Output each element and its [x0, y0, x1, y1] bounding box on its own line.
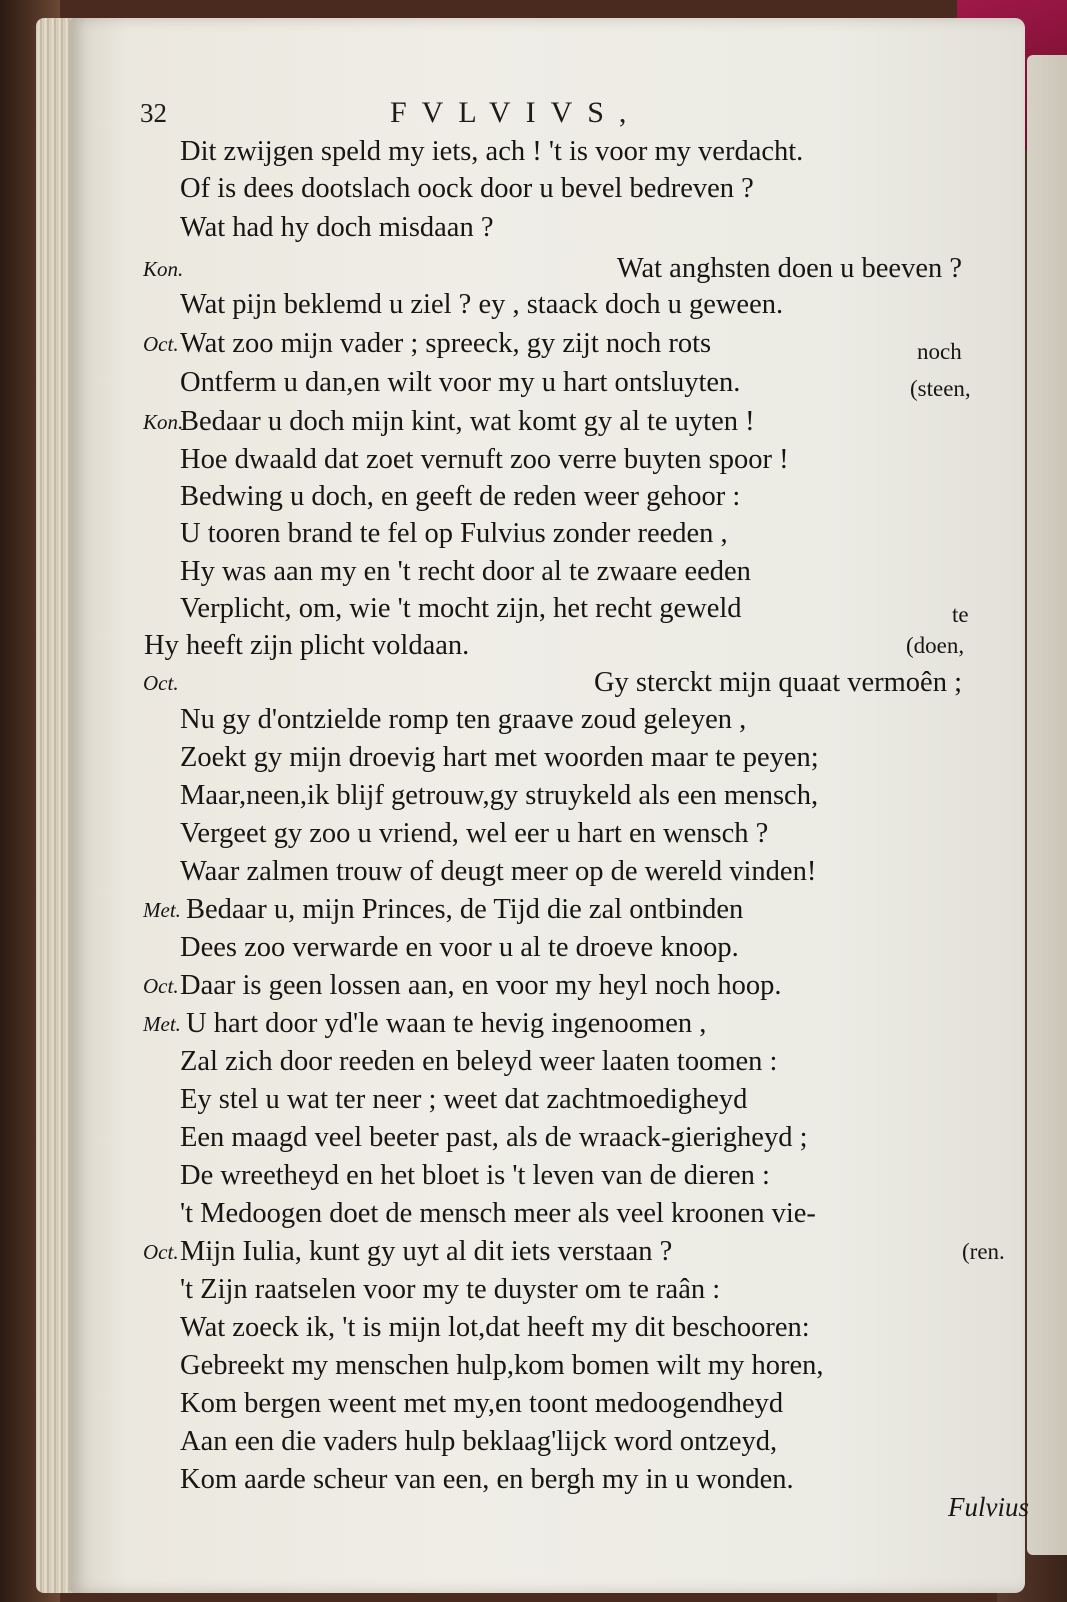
line-text: Wat had hy doch misdaan ? [180, 212, 494, 243]
verse-line [0, 1082, 1040, 1118]
verse-line [0, 1462, 1040, 1498]
verse-line [0, 404, 1040, 440]
verse-line [0, 1234, 1040, 1270]
running-head [140, 96, 1020, 138]
overflow-word: (steen, [910, 376, 971, 401]
verse-line [0, 554, 1040, 590]
line-text: Kom bergen weent met my,en toont medoogendheyd [180, 1388, 784, 1419]
speaker-label: Oct. [143, 332, 179, 356]
verse-line [0, 1348, 1040, 1384]
line-text: Wat zoeck ik, 't is mijn lot,dat heeft my dit beschooren: [180, 1312, 810, 1343]
verse-line [0, 171, 1040, 207]
speaker-label: Met. [143, 1012, 181, 1036]
overflow-word: (doen, [906, 633, 965, 658]
catchword: Fulvius [948, 1492, 1029, 1522]
line-text: Verplicht, om, wie 't mocht zijn, het recht geweld [180, 593, 742, 624]
verse-line [0, 1006, 1040, 1042]
verse-line [0, 1386, 1040, 1422]
verse-line [0, 326, 1040, 362]
verse-line [0, 1044, 1040, 1080]
verse-line [0, 1424, 1040, 1460]
line-text: Dees zoo verwarde en voor u al te droeve knoop. [180, 932, 739, 963]
line-text: Hy was aan my en 't recht door al te zwaare eeden [180, 556, 751, 587]
line-text: Vergeet gy zoo u vriend, wel eer u hart en wensch ? [180, 818, 769, 849]
verse-line [0, 968, 1040, 1004]
verse-line [0, 628, 1040, 664]
line-text: Hoe dwaald dat zoet vernuft zoo verre buyten spoor ! [180, 444, 789, 475]
line-text: Wat pijn beklemd u ziel ? ey , staack doch u geween. [180, 289, 784, 320]
verse-line [0, 740, 1040, 776]
line-text: Bedwing u doch, en geeft de reden weer gehoor : [180, 481, 741, 512]
verse-line [0, 442, 1040, 478]
overflow-word: (ren. [962, 1239, 1005, 1264]
line-text: De wreetheyd en het bloet is 't leven van de dieren : [180, 1160, 770, 1191]
verse-line [0, 930, 1040, 966]
line-text: Hy heeft zijn plicht voldaan. [144, 630, 470, 661]
line-text: U hart door yd'le waan te hevig ingenoomen , [186, 1008, 707, 1039]
line-text: Zoekt gy mijn droevig hart met woorden maar te peyen; [180, 742, 819, 773]
verse-line [0, 134, 1040, 170]
line-text: Of is dees dootslach oock door u bevel bedreven ? [180, 173, 754, 204]
page-number: 32 [140, 98, 167, 128]
speaker-label: Oct. [143, 974, 179, 998]
verse-line [0, 210, 1040, 246]
line-text: Daar is geen lossen aan, en voor my heyl noch hoop. [180, 970, 782, 1001]
verse-line [0, 892, 1040, 928]
line-text: Bedaar u doch mijn kint, wat komt gy al te uyten ! [180, 406, 755, 437]
verse-line [0, 251, 1040, 287]
line-text: Zal zich door reeden en beleyd weer laaten toomen : [180, 1046, 778, 1077]
line-text: Bedaar u, mijn Princes, de Tijd die zal ontbinden [186, 894, 744, 925]
verse-line [0, 1120, 1040, 1156]
verse-line [0, 516, 1040, 552]
speaker-label: Met. [143, 898, 181, 922]
line-text: 't Medoogen doet de mensch meer als veel kroonen vie- [180, 1198, 816, 1229]
verse-line [0, 702, 1040, 738]
verse-line [0, 1158, 1040, 1194]
verse-line [0, 778, 1040, 814]
speaker-label: Oct. [143, 671, 179, 695]
verse-line [0, 665, 1040, 701]
verse-line [0, 479, 1040, 515]
line-text: Kom aarde scheur van een, en bergh my in u wonden. [180, 1464, 794, 1495]
line-text: Dit zwijgen speld my iets, ach ! 't is voor my verdacht. [180, 136, 804, 167]
verse-line [0, 1272, 1040, 1308]
overflow-word: te [952, 602, 969, 627]
running-title: FVLVIVS, [390, 96, 642, 129]
verse-line [0, 816, 1040, 852]
line-text: Mijn Iulia, kunt gy uyt al dit iets verstaan ? [180, 1236, 673, 1267]
verse-line [0, 854, 1040, 890]
speaker-label: Kon. [143, 410, 184, 434]
overflow-word: noch [917, 339, 962, 364]
verse-line [0, 1310, 1040, 1346]
verse-line [0, 591, 1040, 627]
line-text: Nu gy d'ontzielde romp ten graave zoud geleyen , [180, 704, 747, 735]
line-text: Wat anghsten doen u beeven ? [616, 253, 962, 284]
speaker-label: Oct. [143, 1240, 179, 1264]
speaker-label: Kon. [143, 257, 184, 281]
line-text: Waar zalmen trouw of deugt meer op de wereld vinden! [180, 856, 817, 887]
verse-line [0, 1196, 1040, 1232]
line-text: Een maagd veel beeter past, als de wraack-gierigheyd ; [180, 1122, 808, 1153]
line-text: Maar,neen,ik blijf getrouw,gy struykeld als een mensch, [180, 780, 819, 811]
line-text: Gy sterckt mijn quaat vermoên ; [593, 667, 962, 698]
line-text: Gebreekt my menschen hulp,kom bomen wilt my horen, [180, 1350, 824, 1381]
line-text: 't Zijn raatselen voor my te duyster om te raân : [180, 1274, 721, 1305]
verse-line [0, 287, 1040, 323]
verse-line [0, 365, 1040, 401]
line-text: Wat zoo mijn vader ; spreeck, gy zijt noch rots [180, 328, 712, 359]
line-text: U tooren brand te fel op Fulvius zonder reeden , [180, 518, 728, 549]
line-text: Ey stel u wat ter neer ; weet dat zachtmoedigheyd [180, 1084, 748, 1115]
line-text: Aan een die vaders hulp beklaag'lijck word ontzeyd, [180, 1426, 778, 1457]
line-text: Ontferm u dan,en wilt voor my u hart ontsluyten. [180, 367, 741, 398]
